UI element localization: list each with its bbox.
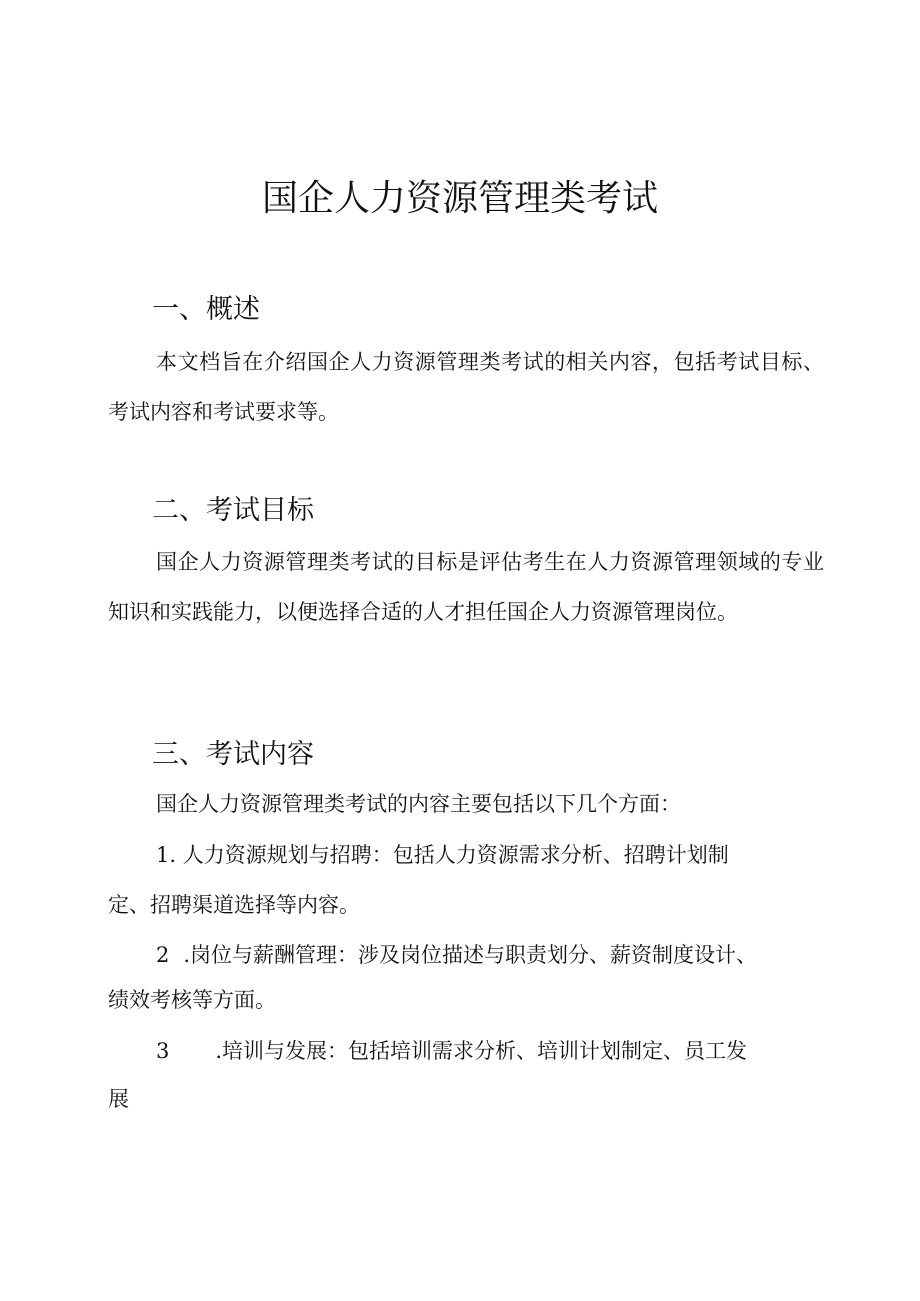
document-title: 国企人力资源管理类考试	[261, 178, 658, 219]
list-item-3-line1	[156, 1036, 747, 1066]
list-item-2-number: 2	[156, 943, 170, 967]
section-heading-overview: 一、概述	[152, 294, 260, 325]
section-heading-exam-goal: 二、考试目标	[152, 495, 314, 526]
list-item-3-line2: 展	[108, 1087, 129, 1111]
list-item-2-line2: 绩效考核等方面。	[108, 988, 276, 1012]
section-intro-exam-content: 国企人力资源管理类考试的内容主要包括以下几个方面：	[156, 792, 681, 816]
list-item-2-line1	[156, 940, 757, 970]
list-item-3-text: .培训与发展：包括培训需求分析、培训计划制定、员工发	[215, 1039, 748, 1063]
section-paragraph-exam-goal: 国企人力资源管理类考试的目标是评估考生在人力资源管理领域的专业知识和实践能力，以便选择合适的人才担任国企人力资源管理岗位。	[108, 550, 824, 624]
section-paragraph-overview: 本文档旨在介绍国企人力资源管理类考试的相关内容，包括考试目标、考试内容和考试要求等。	[108, 350, 824, 424]
list-item-1-line1: 1. 人力资源规划与招聘：包括人力资源需求分析、招聘计划制	[156, 843, 729, 867]
list-item-3-number: 3	[156, 1039, 170, 1063]
list-item-1-line2: 定、招聘渠道选择等内容。	[108, 893, 360, 917]
section-heading-exam-content: 三、考试内容	[152, 739, 314, 770]
list-item-2-text: .岗位与薪酬管理：涉及岗位描述与职责划分、薪资制度设计、	[183, 943, 758, 967]
